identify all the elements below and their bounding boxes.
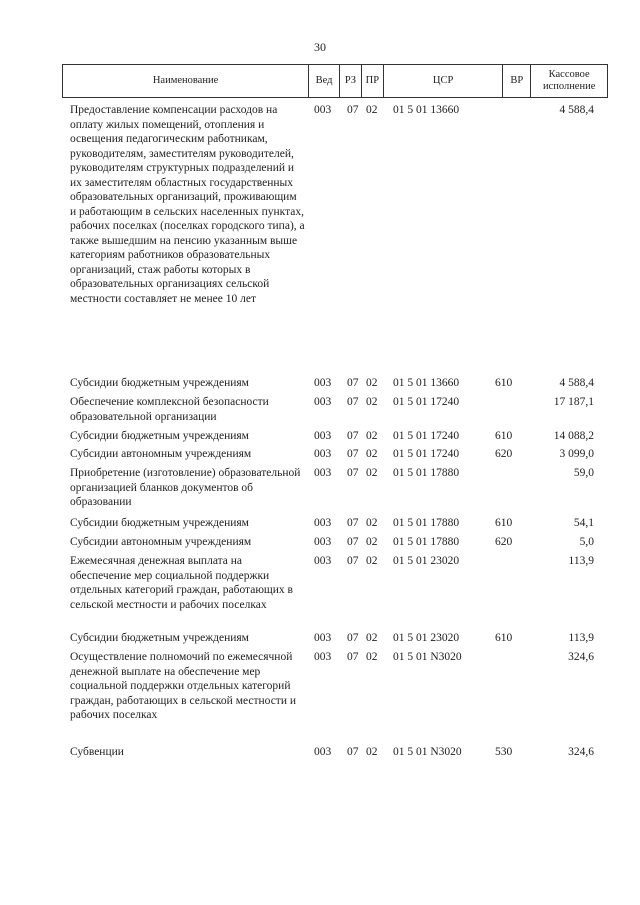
header-kassovoe: Кассовое исполнение bbox=[542, 69, 596, 92]
row-rz: 07 bbox=[347, 430, 359, 442]
row-ved: 003 bbox=[314, 467, 332, 479]
row-rz: 07 bbox=[347, 377, 359, 389]
row-rz: 07 bbox=[347, 517, 359, 529]
row-rz: 07 bbox=[347, 632, 359, 644]
row-name: Ежемесячная денежная выплата на обеспечение мер социальной поддержки отдельных категорий граждан, работающих в сельской местности и рабочих поселках bbox=[70, 555, 293, 611]
row-pr: 02 bbox=[366, 448, 378, 460]
row-ved: 003 bbox=[314, 396, 332, 408]
row-amount: 324,6 bbox=[568, 746, 594, 758]
row-name: Субсидии бюджетным учреждениям bbox=[70, 377, 249, 389]
row-vr: 530 bbox=[495, 746, 513, 758]
page-number: 30 bbox=[314, 40, 326, 54]
row-csr: 01 5 01 13660 bbox=[393, 104, 460, 116]
header-vr: ВР bbox=[503, 65, 531, 97]
row-name: Субсидии автономным учреждениям bbox=[70, 448, 252, 460]
row-amount: 17 187,1 bbox=[553, 396, 594, 408]
row-csr: 01 5 01 17880 bbox=[393, 536, 460, 548]
row-csr: 01 5 01 N3020 bbox=[393, 746, 462, 758]
row-name: Осуществление полномочий по ежемесячной денежной выплате на обеспечение мер социальной поддержки отдельных категорий граждан, работающих в сельской местности и рабочих поселках bbox=[70, 651, 297, 721]
row-vr: 610 bbox=[495, 377, 513, 389]
row-pr: 02 bbox=[366, 746, 378, 758]
row-amount: 4 588,4 bbox=[559, 377, 594, 389]
row-name: Субсидии бюджетным учреждениям bbox=[70, 632, 249, 644]
row-rz: 07 bbox=[347, 467, 359, 479]
row-name: Субвенции bbox=[70, 746, 124, 758]
row-ved: 003 bbox=[314, 448, 332, 460]
row-ved: 003 bbox=[314, 555, 332, 567]
row-pr: 02 bbox=[366, 396, 378, 408]
row-ved: 003 bbox=[314, 104, 332, 116]
row-ved: 003 bbox=[314, 536, 332, 548]
row-csr: 01 5 01 17240 bbox=[393, 448, 460, 460]
row-csr: 01 5 01 N3020 bbox=[393, 651, 462, 663]
row-pr: 02 bbox=[366, 517, 378, 529]
row-name: Приобретение (изготовление) образовательной организацией бланков документов об образовании bbox=[70, 467, 301, 508]
row-rz: 07 bbox=[347, 396, 359, 408]
row-csr: 01 5 01 17240 bbox=[393, 430, 460, 442]
row-amount: 4 588,4 bbox=[559, 104, 594, 116]
row-rz: 07 bbox=[347, 746, 359, 758]
row-ved: 003 bbox=[314, 430, 332, 442]
row-name: Предоставление компенсации расходов на оплату жилых помещений, отопления и освещения педагогическим работникам, руководителям, заместителям руководителей, руководителям структурных подразделений и их заместителям областных государственных образовательных организаций, проживающим и работающим в сельских населенных пунктах, рабочих поселках (поселках городского типа), а также вышедшим на пенсию указанным выше категориям работников образовательных организаций, стаж работы которых в образовательных организациях сельской местности составляет не менее 10 лет bbox=[70, 104, 305, 305]
row-vr: 620 bbox=[495, 536, 513, 548]
row-pr: 02 bbox=[366, 632, 378, 644]
row-ved: 003 bbox=[314, 632, 332, 644]
row-rz: 07 bbox=[347, 448, 359, 460]
row-pr: 02 bbox=[366, 651, 378, 663]
row-ved: 003 bbox=[314, 377, 332, 389]
row-rz: 07 bbox=[347, 104, 359, 116]
row-amount: 59,0 bbox=[573, 467, 594, 479]
table-header bbox=[62, 64, 608, 98]
row-pr: 02 bbox=[366, 467, 378, 479]
row-vr: 610 bbox=[495, 430, 513, 442]
row-csr: 01 5 01 17240 bbox=[393, 396, 460, 408]
row-rz: 07 bbox=[347, 651, 359, 663]
row-amount: 3 099,0 bbox=[559, 448, 594, 460]
row-name: Субсидии бюджетным учреждениям bbox=[70, 430, 249, 442]
row-name: Субсидии бюджетным учреждениям bbox=[70, 517, 249, 529]
row-amount: 14 088,2 bbox=[553, 430, 594, 442]
row-pr: 02 bbox=[366, 555, 378, 567]
row-ved: 003 bbox=[314, 517, 332, 529]
row-vr: 620 bbox=[495, 448, 513, 460]
header-ved: Вед bbox=[309, 65, 340, 97]
row-vr: 610 bbox=[495, 517, 513, 529]
row-amount: 324,6 bbox=[568, 651, 594, 663]
row-vr: 610 bbox=[495, 632, 513, 644]
header-name: Наименование bbox=[63, 65, 309, 97]
row-amount: 113,9 bbox=[568, 632, 594, 644]
row-csr: 01 5 01 13660 bbox=[393, 377, 460, 389]
row-csr: 01 5 01 17880 bbox=[393, 517, 460, 529]
row-csr: 01 5 01 23020 bbox=[393, 632, 460, 644]
header-csr: ЦСР bbox=[384, 65, 504, 97]
row-name: Обеспечение комплексной безопасности образовательной организации bbox=[70, 396, 269, 423]
row-amount: 54,1 bbox=[573, 517, 594, 529]
row-rz: 07 bbox=[347, 555, 359, 567]
row-ved: 003 bbox=[314, 651, 332, 663]
row-amount: 113,9 bbox=[568, 555, 594, 567]
row-ved: 003 bbox=[314, 746, 332, 758]
header-rz: РЗ bbox=[340, 65, 362, 97]
row-csr: 01 5 01 23020 bbox=[393, 555, 460, 567]
row-pr: 02 bbox=[366, 536, 378, 548]
row-amount: 5,0 bbox=[579, 536, 594, 548]
header-pr: ПР bbox=[362, 65, 384, 97]
row-pr: 02 bbox=[366, 104, 378, 116]
row-rz: 07 bbox=[347, 536, 359, 548]
row-pr: 02 bbox=[366, 377, 378, 389]
row-csr: 01 5 01 17880 bbox=[393, 467, 460, 479]
row-pr: 02 bbox=[366, 430, 378, 442]
row-name: Субсидии автономным учреждениям bbox=[70, 536, 252, 548]
